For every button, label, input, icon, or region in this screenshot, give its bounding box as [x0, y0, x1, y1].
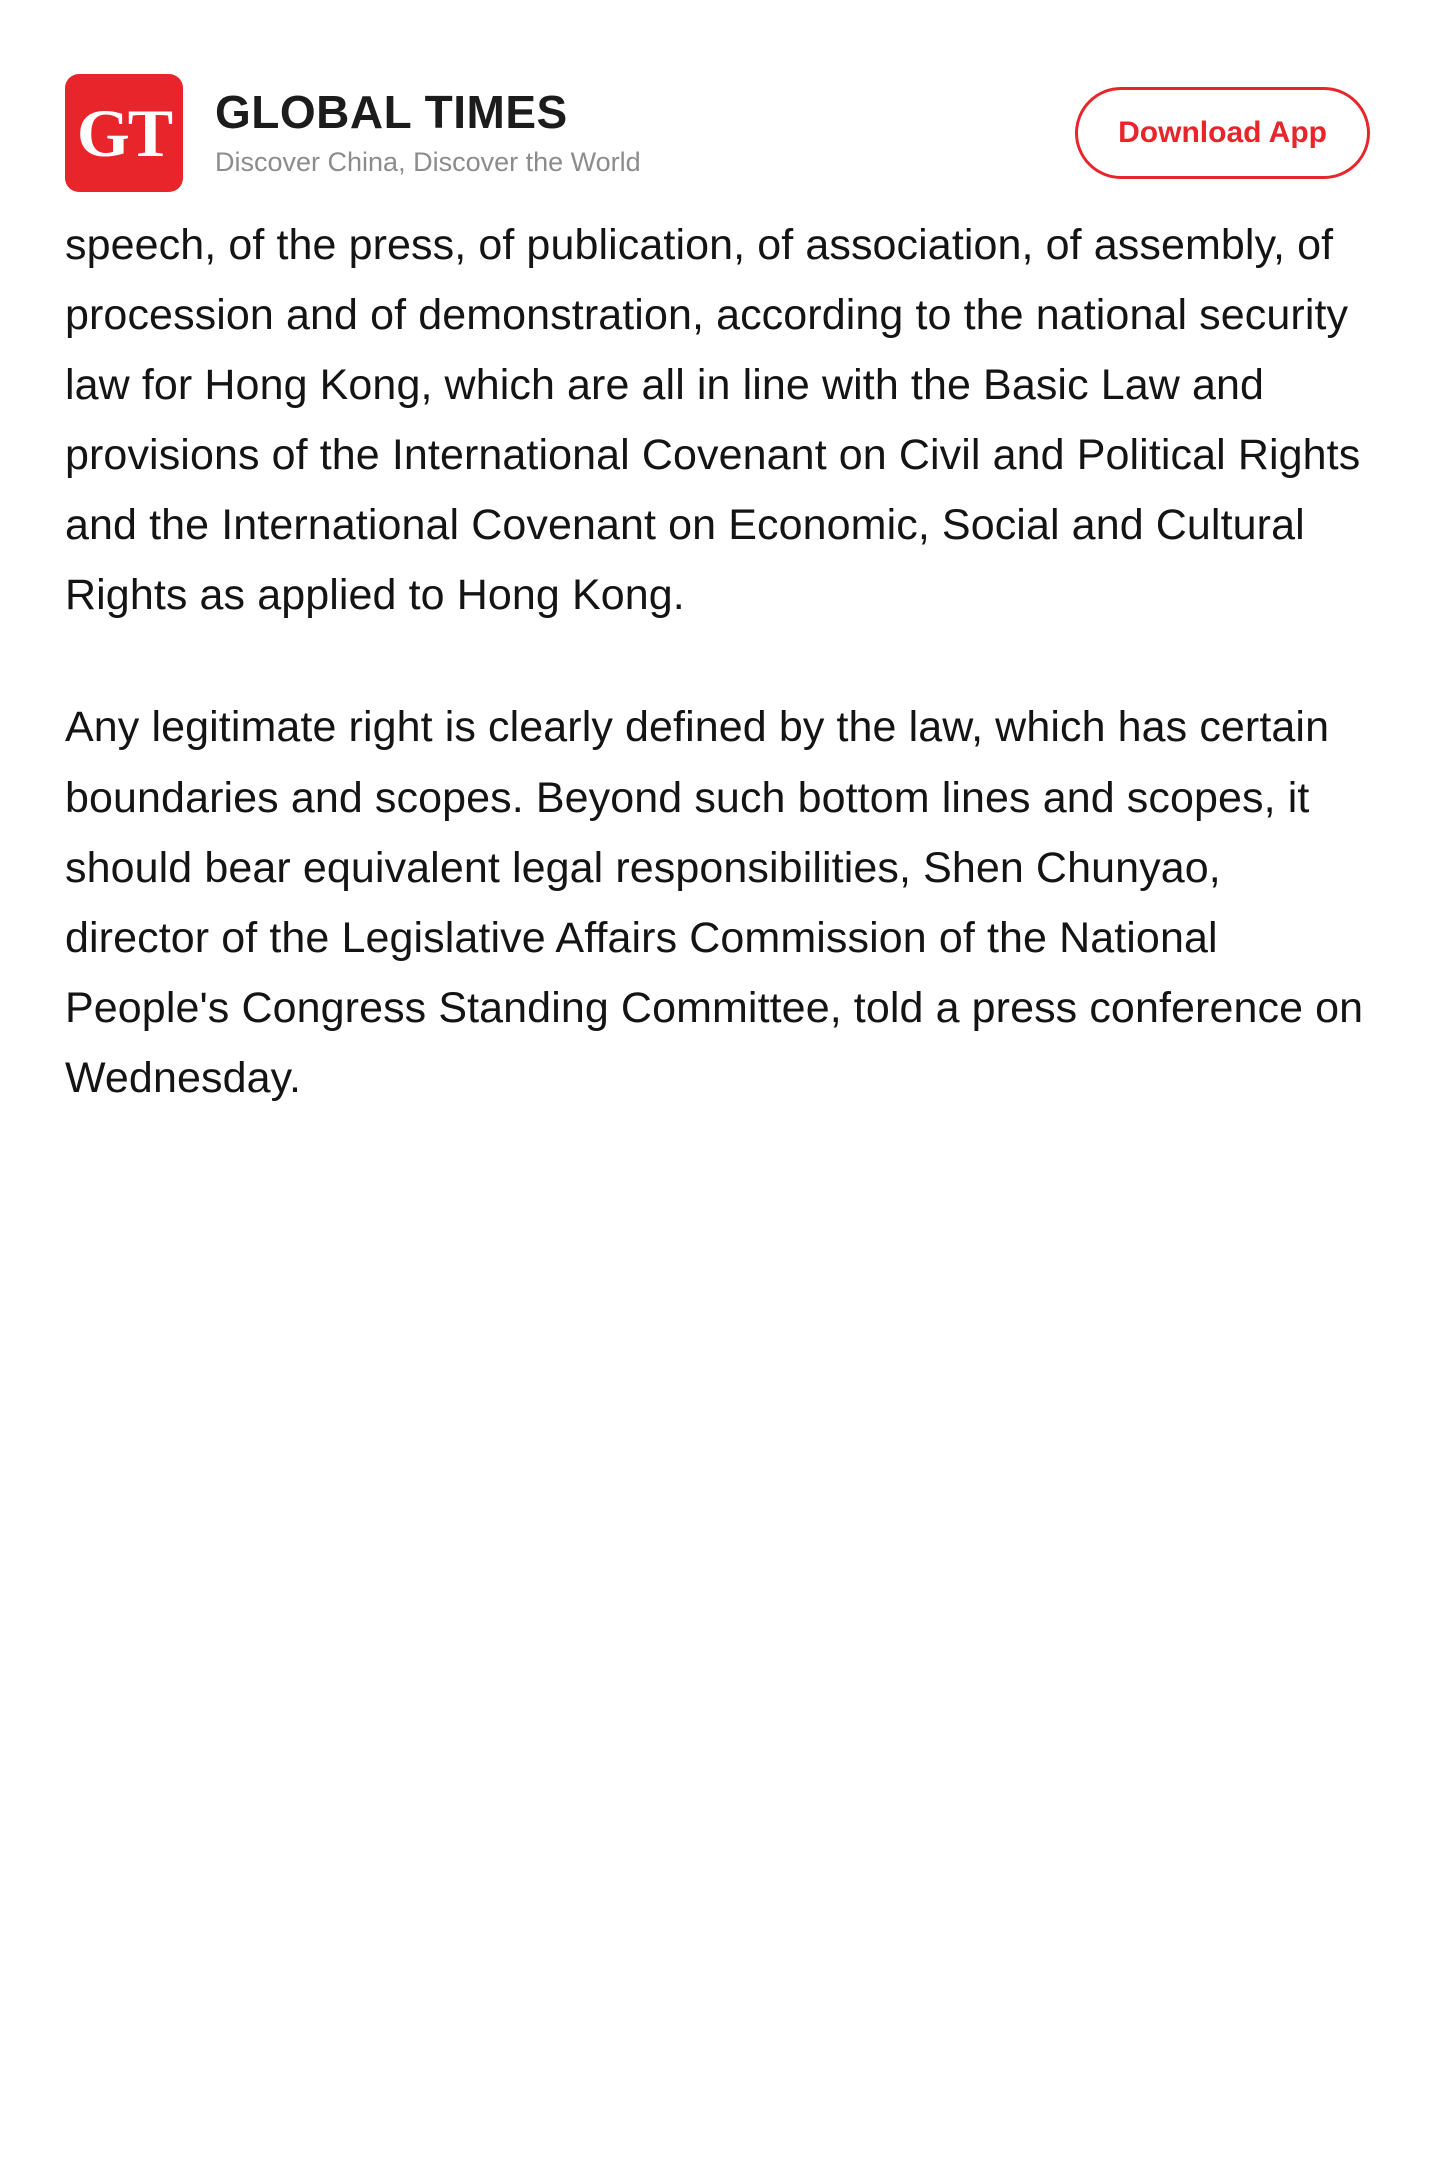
download-app-button[interactable]: Download App — [1075, 87, 1370, 179]
brand-text — [215, 87, 641, 177]
logo-text: GT — [76, 94, 172, 171]
global-times-logo-icon — [65, 74, 183, 192]
brand-title: GLOBAL TIMES — [215, 86, 568, 139]
site-header — [0, 0, 1438, 210]
brand[interactable] — [65, 74, 641, 192]
brand-tagline: Discover China, Discover the World — [215, 146, 641, 177]
article-paragraph: speech, of the press, of publication, of association, of assembly, of procession and of demonstration, according to the national security law for Hong Kong, which are all in line with the Basic Law and provisions of the International Covenant on Civil and Political Rights and the International Covenant on Economic, Social and Cultural Rights as applied to Hong Kong. — [65, 221, 1361, 620]
article-body — [0, 210, 1438, 1173]
article-paragraph: Any legitimate right is clearly defined by the law, which has certain boundaries and scopes. Beyond such bottom lines and scopes, it should bear equivalent legal responsibilities, Shen Chunyao, director of the Legislative Affairs Commission of the National People's Congress Standing Committee, told a press conference on Wednesday. — [65, 703, 1364, 1102]
